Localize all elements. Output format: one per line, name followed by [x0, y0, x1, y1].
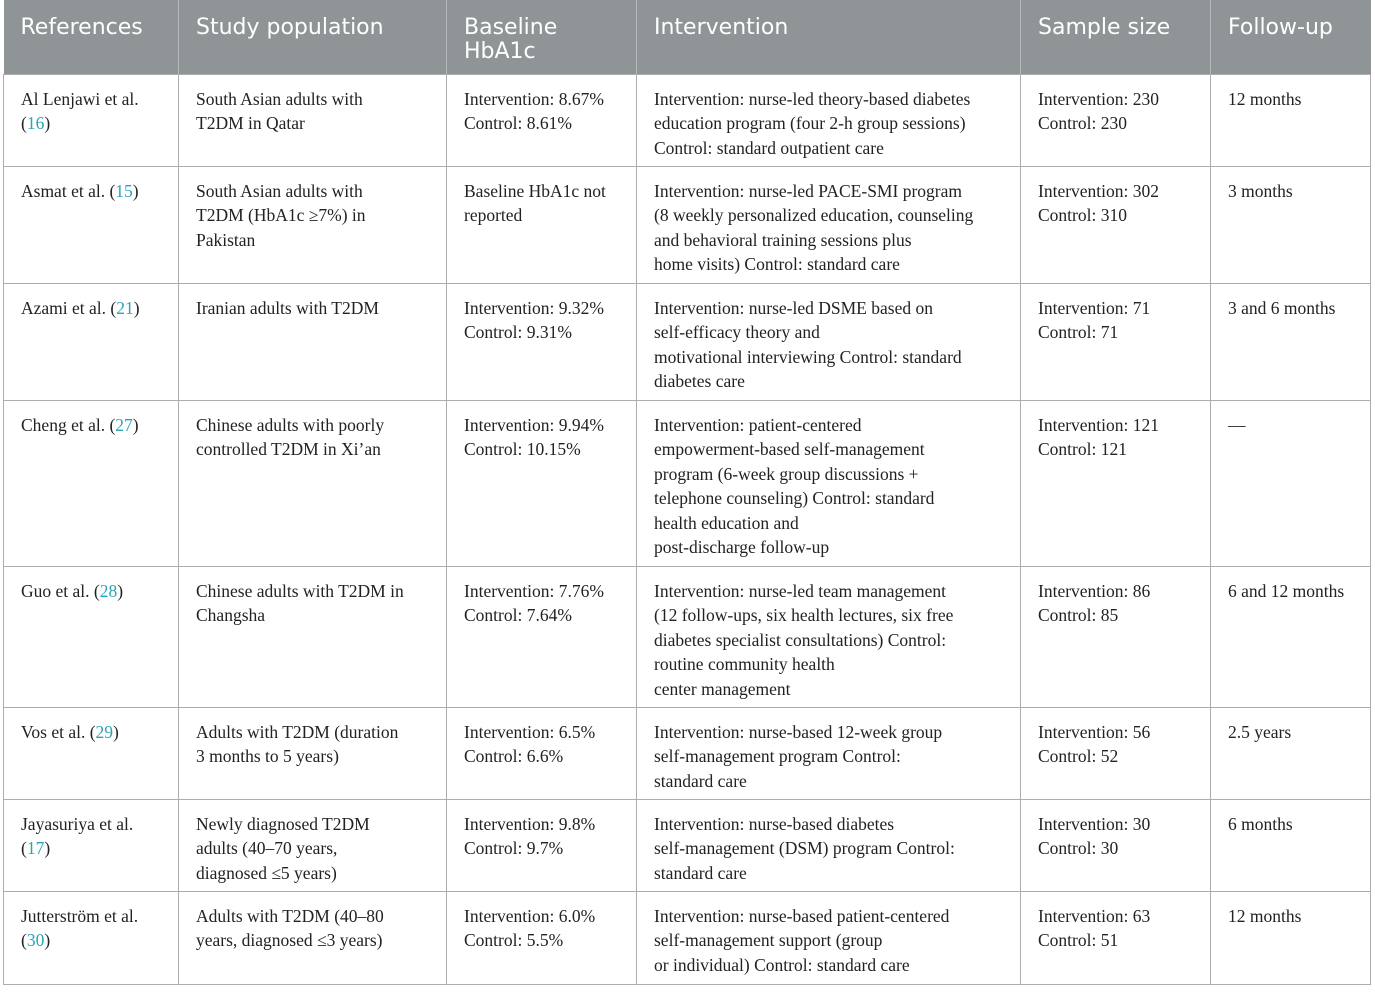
cell-follow-up	[1211, 74, 1371, 166]
cell-sample-size-line: Control: 85	[1038, 605, 1119, 626]
cell-study-population-line: controlled T2DM in Xi’an	[196, 439, 381, 460]
cell-follow-up-line: 2.5 years	[1228, 721, 1292, 742]
cell-sample-size-line: Control: 52	[1038, 746, 1119, 767]
cell-follow-up	[1211, 283, 1371, 400]
cell-reference	[4, 74, 179, 166]
cell-intervention-line: empowerment-based self-management	[654, 439, 925, 460]
cell-intervention-line: and behavioral training sessions plus	[654, 229, 912, 250]
reference-line	[21, 413, 168, 438]
cell-follow-up	[1211, 400, 1371, 566]
header-baseline-hba1c: Baseline HbA1c	[447, 0, 637, 74]
table-row	[4, 400, 1371, 566]
cell-study-population	[179, 166, 447, 283]
cell-sample-size	[1021, 891, 1211, 984]
cell-intervention	[637, 166, 1021, 283]
reference-text: (	[21, 838, 27, 859]
cell-intervention-line: home visits) Control: standard care	[654, 254, 900, 275]
cell-baseline-hba1c-line: Intervention: 7.76%	[464, 580, 604, 601]
cell-reference	[4, 799, 179, 891]
cell-baseline-hba1c-line: Intervention: 9.32%	[464, 297, 604, 318]
cell-intervention-line: Intervention: nurse-led theory-based diabetes	[654, 88, 971, 109]
cell-study-population-line: Chinese adults with T2DM in	[196, 580, 404, 601]
cell-reference	[4, 891, 179, 984]
cell-baseline-hba1c-line: Intervention: 8.67%	[464, 88, 604, 109]
cell-intervention-line: self-management (DSM) program Control:	[654, 838, 955, 859]
cell-follow-up	[1211, 166, 1371, 283]
cell-baseline-hba1c-line: Control: 8.61%	[464, 113, 572, 134]
cell-sample-size-line: Intervention: 71	[1038, 297, 1151, 318]
cell-intervention	[637, 707, 1021, 799]
table-row	[4, 891, 1371, 984]
cell-intervention-line: education program (four 2-h group sessions)	[654, 113, 966, 134]
cell-study-population-line: South Asian adults with	[196, 88, 363, 109]
table-row	[4, 166, 1371, 283]
reference-line	[21, 179, 168, 204]
reference-text: Azami et al. (	[21, 297, 117, 318]
table-row	[4, 283, 1371, 400]
reference-text: )	[133, 297, 140, 318]
cell-study-population-line: T2DM in Qatar	[196, 113, 305, 134]
cell-follow-up-line: 3 and 6 months	[1228, 297, 1336, 318]
citation-link[interactable]: 27	[115, 414, 133, 435]
cell-baseline-hba1c-line: Control: 10.15%	[464, 439, 581, 460]
reference-text: )	[44, 838, 51, 859]
cell-intervention-line: program (6-week group discussions +	[654, 463, 919, 484]
cell-study-population-line: Changsha	[196, 605, 266, 626]
cell-intervention-line: health education and	[654, 512, 799, 533]
cell-study-population	[179, 707, 447, 799]
cell-baseline-hba1c-line: Intervention: 9.8%	[464, 813, 596, 834]
cell-follow-up	[1211, 891, 1371, 984]
citation-link[interactable]: 21	[116, 297, 134, 318]
header-references: References	[4, 0, 179, 74]
cell-baseline-hba1c	[447, 400, 637, 566]
cell-intervention-line: or individual) Control: standard care	[654, 954, 910, 975]
reference-line	[21, 836, 168, 861]
cell-baseline-hba1c-line: Baseline HbA1c not	[464, 180, 606, 201]
cell-intervention-line: standard care	[654, 862, 747, 883]
table-header-row	[4, 0, 1371, 74]
cell-intervention-line: self-efficacy theory and	[654, 322, 820, 343]
cell-baseline-hba1c-line: Intervention: 6.0%	[464, 905, 596, 926]
cell-sample-size	[1021, 400, 1211, 566]
cell-study-population-line: South Asian adults with	[196, 180, 363, 201]
cell-intervention-line: Intervention: nurse-led DSME based on	[654, 297, 933, 318]
cell-intervention-line: (12 follow-ups, six health lectures, six free	[654, 605, 954, 626]
cell-reference	[4, 166, 179, 283]
cell-intervention-line: Intervention: nurse-based patient-centered	[654, 905, 950, 926]
cell-study-population	[179, 283, 447, 400]
cell-study-population	[179, 799, 447, 891]
cell-intervention	[637, 283, 1021, 400]
cell-intervention	[637, 891, 1021, 984]
reference-text: )	[44, 113, 51, 134]
cell-intervention-line: self-management program Control:	[654, 746, 901, 767]
reference-text: (	[21, 930, 27, 951]
cell-sample-size-line: Intervention: 302	[1038, 180, 1160, 201]
reference-text: (	[21, 113, 27, 134]
cell-intervention-line: motivational interviewing Control: standard	[654, 346, 962, 367]
cell-study-population-line: T2DM (HbA1c ≥7%) in	[196, 205, 366, 226]
studies-table-container	[3, 0, 1370, 985]
reference-line	[21, 928, 168, 953]
cell-study-population-line: years, diagnosed ≤3 years)	[196, 930, 383, 951]
reference-text: Jutterström et al.	[21, 905, 139, 926]
reference-line	[21, 111, 168, 136]
cell-sample-size-line: Intervention: 30	[1038, 813, 1151, 834]
reference-text: )	[113, 721, 119, 742]
cell-baseline-hba1c	[447, 891, 637, 984]
cell-study-population	[179, 566, 447, 707]
cell-sample-size-line: Control: 310	[1038, 205, 1127, 226]
cell-baseline-hba1c	[447, 74, 637, 166]
cell-baseline-hba1c	[447, 707, 637, 799]
cell-baseline-hba1c-line: Control: 9.31%	[464, 322, 572, 343]
citation-link[interactable]: 15	[115, 180, 133, 201]
cell-intervention-line: Intervention: nurse-led team management	[654, 580, 947, 601]
cell-intervention-line: telephone counseling) Control: standard	[654, 488, 935, 509]
reference-line	[21, 812, 168, 837]
cell-intervention-line: Intervention: nurse-based diabetes	[654, 813, 895, 834]
cell-follow-up-line: 6 months	[1228, 813, 1293, 834]
cell-study-population-line: Adults with T2DM (40–80	[196, 905, 384, 926]
table-row	[4, 799, 1371, 891]
cell-sample-size	[1021, 566, 1211, 707]
cell-sample-size-line: Control: 121	[1038, 439, 1127, 460]
cell-follow-up	[1211, 707, 1371, 799]
cell-intervention-line: diabetes specialist consultations) Control:	[654, 629, 947, 650]
cell-intervention-line: Intervention: patient-centered	[654, 414, 862, 435]
cell-baseline-hba1c-line: Control: 9.7%	[464, 838, 564, 859]
cell-study-population-line: Iranian adults with T2DM	[196, 297, 379, 318]
cell-follow-up-line: —	[1228, 414, 1246, 435]
cell-baseline-hba1c	[447, 166, 637, 283]
cell-baseline-hba1c-line: reported	[464, 205, 523, 226]
cell-sample-size-line: Control: 71	[1038, 322, 1119, 343]
cell-intervention-line: diabetes care	[654, 371, 745, 392]
cell-study-population-line: Chinese adults with poorly	[196, 414, 385, 435]
cell-sample-size-line: Intervention: 86	[1038, 580, 1151, 601]
reference-text: Vos et al. (	[21, 721, 96, 742]
cell-intervention	[637, 566, 1021, 707]
reference-line	[21, 87, 168, 112]
header-follow-up: Follow-up	[1211, 0, 1371, 74]
cell-intervention	[637, 400, 1021, 566]
reference-line	[21, 579, 168, 604]
cell-follow-up-line: 6 and 12 months	[1228, 580, 1345, 601]
table-row	[4, 566, 1371, 707]
cell-sample-size-line: Intervention: 56	[1038, 721, 1151, 742]
cell-follow-up-line: 3 months	[1228, 180, 1293, 201]
citation-link[interactable]: 30	[26, 930, 45, 951]
cell-baseline-hba1c	[447, 283, 637, 400]
cell-sample-size-line: Control: 51	[1038, 930, 1119, 951]
reference-line	[21, 296, 168, 321]
table-row	[4, 74, 1371, 166]
cell-intervention-line: standard care	[654, 770, 747, 791]
cell-sample-size	[1021, 707, 1211, 799]
cell-intervention-line: self-management support (group	[654, 930, 883, 951]
cell-study-population	[179, 891, 447, 984]
reference-text: Asmat et al. (	[21, 180, 116, 201]
cell-sample-size	[1021, 74, 1211, 166]
cell-sample-size-line: Intervention: 230	[1038, 88, 1160, 109]
cell-study-population-line: adults (40–70 years,	[196, 838, 338, 859]
cell-follow-up-line: 12 months	[1228, 88, 1302, 109]
cell-sample-size	[1021, 283, 1211, 400]
cell-baseline-hba1c-line: Intervention: 9.94%	[464, 414, 604, 435]
reference-text: )	[132, 414, 139, 435]
cell-intervention	[637, 74, 1021, 166]
citation-link[interactable]: 28	[99, 580, 118, 601]
header-sample-size: Sample size	[1021, 0, 1211, 74]
cell-follow-up	[1211, 566, 1371, 707]
cell-intervention-line: routine community health	[654, 654, 835, 675]
citation-link[interactable]: 29	[95, 721, 114, 742]
cell-intervention-line: Intervention: nurse-led PACE-SMI program	[654, 180, 962, 201]
table-row	[4, 707, 1371, 799]
cell-reference	[4, 566, 179, 707]
cell-sample-size-line: Intervention: 63	[1038, 905, 1151, 926]
cell-sample-size-line: Control: 30	[1038, 838, 1119, 859]
cell-intervention-line: post-discharge follow-up	[654, 537, 830, 558]
reference-text: )	[44, 930, 51, 951]
cell-reference	[4, 283, 179, 400]
header-intervention: Intervention	[637, 0, 1021, 74]
cell-baseline-hba1c-line: Intervention: 6.5%	[464, 721, 596, 742]
cell-intervention	[637, 799, 1021, 891]
studies-table	[3, 0, 1371, 985]
cell-baseline-hba1c-line: Control: 5.5%	[464, 930, 564, 951]
reference-text: Guo et al. (	[21, 580, 100, 601]
cell-baseline-hba1c	[447, 566, 637, 707]
cell-sample-size	[1021, 799, 1211, 891]
cell-sample-size-line: Intervention: 121	[1038, 414, 1160, 435]
reference-line	[21, 904, 168, 929]
cell-study-population-line: Pakistan	[196, 229, 256, 250]
cell-reference	[4, 400, 179, 566]
cell-baseline-hba1c-line: Control: 7.64%	[464, 605, 572, 626]
cell-study-population-line: diagnosed ≤5 years)	[196, 862, 337, 883]
cell-intervention-line: Intervention: nurse-based 12-week group	[654, 721, 943, 742]
cell-study-population	[179, 400, 447, 566]
cell-intervention-line: Control: standard outpatient care	[654, 137, 884, 158]
cell-study-population-line: 3 months to 5 years)	[196, 746, 339, 767]
reference-text: Jayasuriya et al.	[21, 813, 134, 834]
cell-sample-size	[1021, 166, 1211, 283]
citation-link[interactable]: 16	[26, 113, 45, 134]
reference-text: Cheng et al. (	[21, 414, 116, 435]
cell-intervention-line: center management	[654, 678, 791, 699]
cell-reference	[4, 707, 179, 799]
cell-sample-size-line: Control: 230	[1038, 113, 1127, 134]
cell-study-population	[179, 74, 447, 166]
citation-link[interactable]: 17	[26, 838, 45, 859]
cell-follow-up-line: 12 months	[1228, 905, 1302, 926]
reference-text: )	[117, 580, 124, 601]
cell-study-population-line: Adults with T2DM (duration	[196, 721, 399, 742]
reference-text: Al Lenjawi et al.	[21, 88, 139, 109]
cell-follow-up	[1211, 799, 1371, 891]
cell-baseline-hba1c-line: Control: 6.6%	[464, 746, 564, 767]
reference-text: )	[132, 180, 139, 201]
cell-study-population-line: Newly diagnosed T2DM	[196, 813, 370, 834]
cell-intervention-line: (8 weekly personalized education, counseling	[654, 205, 974, 226]
reference-line	[21, 720, 168, 745]
cell-baseline-hba1c	[447, 799, 637, 891]
header-study-population: Study population	[179, 0, 447, 74]
